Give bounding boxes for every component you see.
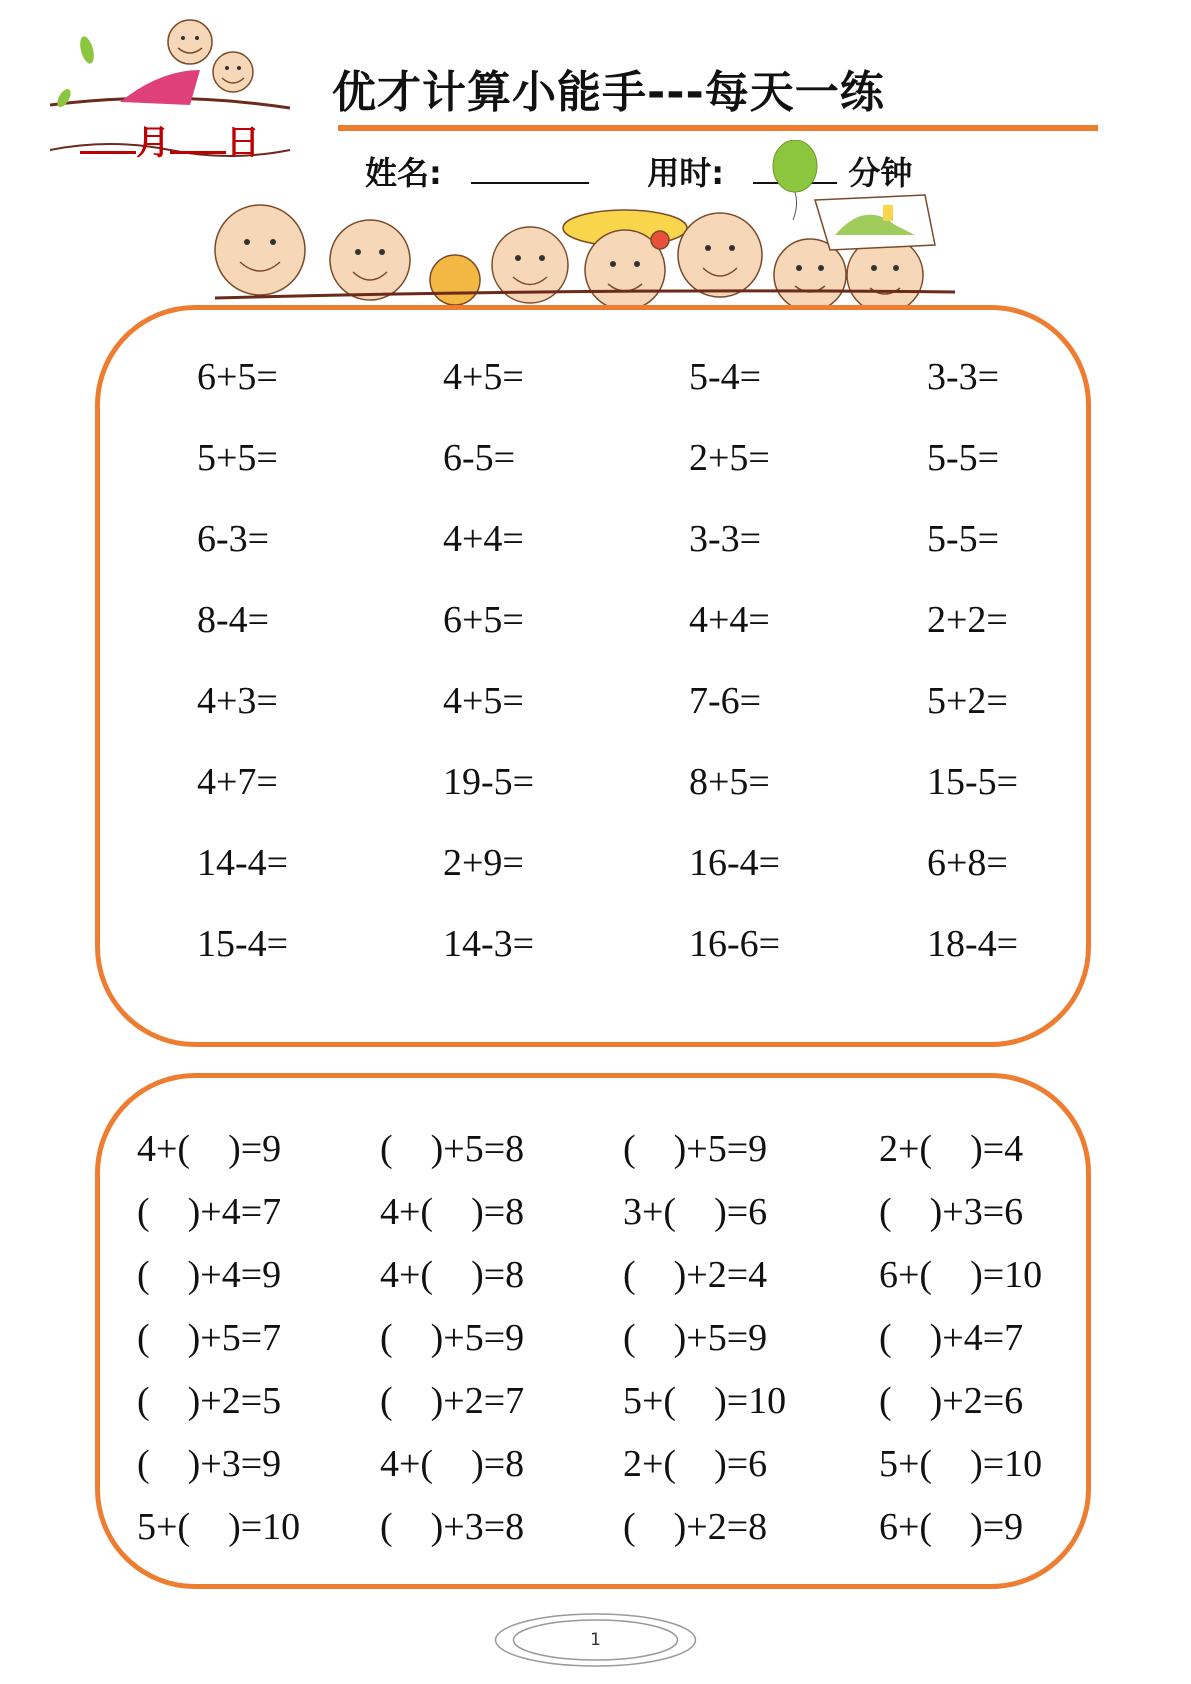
problem: ( )+2=4 [623,1254,768,1296]
problem: 4+( )=8 [380,1191,525,1233]
problem: 4+5= [443,680,524,722]
problem: 16-4= [689,842,781,884]
problem: 4+4= [689,599,770,641]
page-title: 优才计算小能手---每天一练 [332,67,885,118]
problem: 4+( )=8 [380,1254,525,1296]
problem: 6+8= [927,842,1008,884]
month-label: 月 [136,123,170,163]
problem: 5+( )=10 [879,1443,1043,1485]
problem: 5+( )=10 [137,1506,301,1548]
problem: 6+5= [197,356,278,398]
time-unit: 分钟 [848,154,913,192]
problem: ( )+3=6 [879,1191,1024,1233]
problem: 18-4= [927,923,1019,965]
problem: 5-5= [927,437,1000,479]
problem: 8+5= [689,761,770,803]
problem: ( )+4=7 [137,1191,282,1233]
problem: 3+( )=6 [623,1191,768,1233]
time-label: 用时: [647,154,725,192]
arithmetic-grid [197,358,1127,1006]
problem: 3-3= [927,356,1000,398]
problem: ( )+2=8 [623,1506,768,1548]
problem: ( )+5=9 [623,1317,768,1359]
problem: 3-3= [689,518,762,560]
problem: 5+5= [197,437,278,479]
problem: ( )+4=9 [137,1254,282,1296]
problem: 6+( )=9 [879,1506,1024,1548]
problem: 6-5= [443,437,516,479]
problem: 4+7= [197,761,278,803]
problem: 5-5= [927,518,1000,560]
problem: 5+2= [927,680,1008,722]
day-label: 日 [226,123,260,163]
problem: 15-5= [927,761,1019,803]
problem: 4+( )=8 [380,1443,525,1485]
problem: ( )+5=8 [380,1128,525,1170]
problem: ( )+5=9 [623,1128,768,1170]
problem: 16-6= [689,923,781,965]
page-number [493,1612,698,1668]
time-blank[interactable] [753,150,837,184]
page-number-text: 1 [590,1630,601,1650]
problem: 2+5= [689,437,770,479]
problem: 6-3= [197,518,270,560]
problem: 14-4= [197,842,289,884]
problem: ( )+2=7 [380,1380,525,1422]
problem: 2+9= [443,842,524,884]
problem: ( )+3=8 [380,1506,525,1548]
problem: 2+( )=6 [623,1443,768,1485]
problem: 4+5= [443,356,524,398]
problem: ( )+4=7 [879,1317,1024,1359]
problem: 5+( )=10 [623,1380,787,1422]
problem: 15-4= [197,923,289,965]
problem: ( )+2=5 [137,1380,282,1422]
day-blank[interactable] [170,121,226,154]
date-field [80,115,260,164]
children-illustration [175,180,1015,315]
problem: 6+( )=10 [879,1254,1043,1296]
problem: ( )+5=9 [380,1317,525,1359]
name-blank[interactable] [471,150,589,184]
fill-blank-grid [137,1130,1079,1571]
problem: 4+3= [197,680,278,722]
problem: 6+5= [443,599,524,641]
problem: ( )+5=7 [137,1317,282,1359]
problem: 14-3= [443,923,535,965]
problem: 19-5= [443,761,535,803]
month-blank[interactable] [80,121,136,154]
fill-blank-panel [95,1073,1091,1589]
problem: 4+4= [443,518,524,560]
cartoon-children-icon [175,180,1015,315]
problem: ( )+3=9 [137,1443,282,1485]
problem: 5-4= [689,356,762,398]
problem: 8-4= [197,599,270,641]
problem: 2+2= [927,599,1008,641]
problem: ( )+2=6 [879,1380,1024,1422]
problem: 2+( )=4 [879,1128,1024,1170]
problem: 4+( )=9 [137,1128,282,1170]
name-label: 姓名: [365,154,442,192]
problem: 7-6= [689,680,762,722]
arithmetic-panel [95,305,1091,1047]
title-divider [338,125,1098,131]
